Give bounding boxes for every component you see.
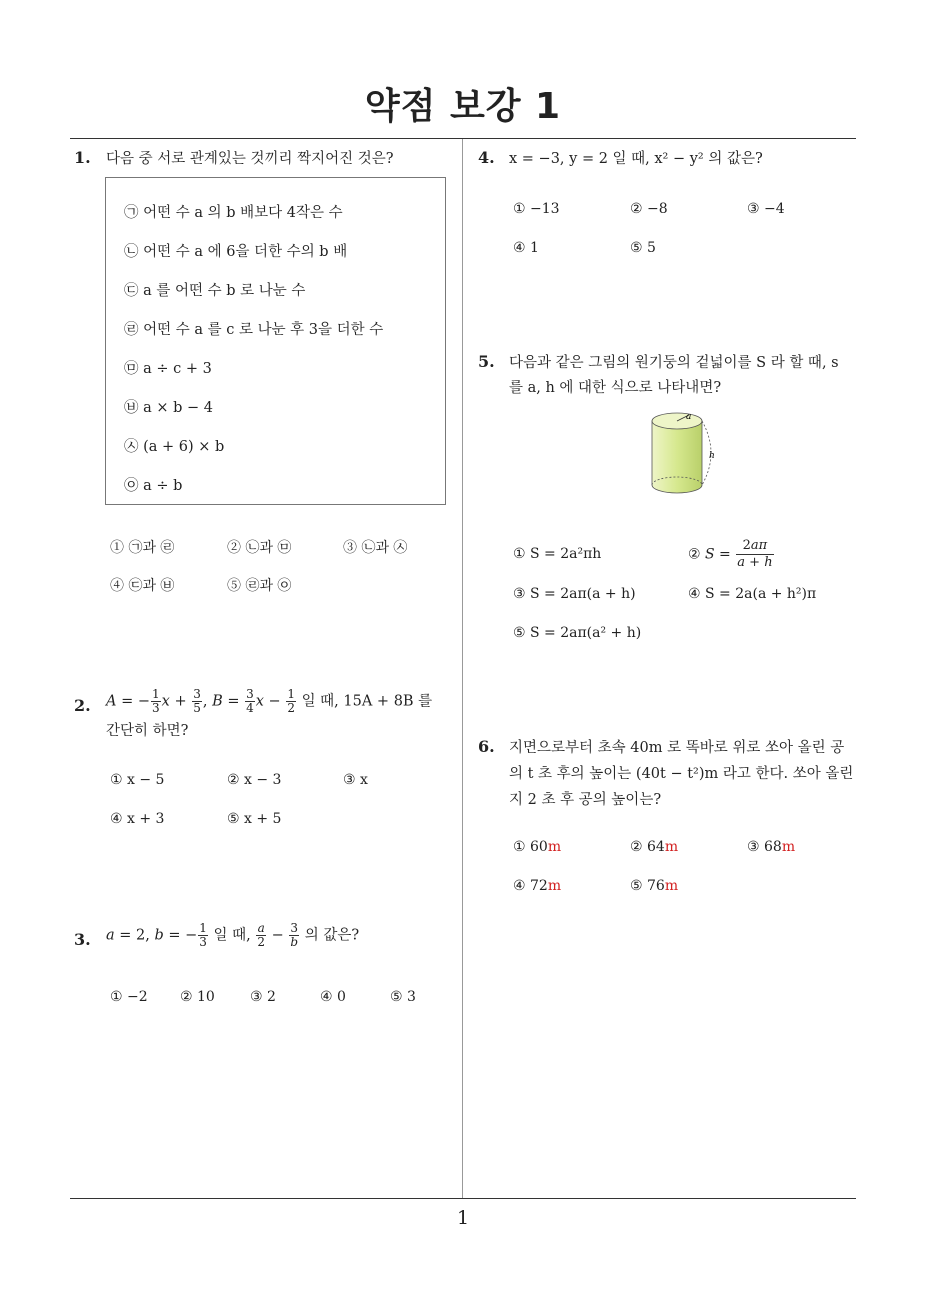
figure-label-h: h [709, 451, 715, 461]
q4-option-2[interactable]: ② −8 [630, 201, 668, 217]
q1-number: 1. [74, 148, 91, 167]
q2-number: 2. [74, 696, 91, 715]
option-value: 76 [647, 878, 665, 894]
option-value: 68 [764, 839, 782, 855]
q3-option-4[interactable]: ④ 0 [320, 989, 346, 1005]
cylinder-figure [640, 405, 730, 505]
q1-option-1[interactable]: ① ㉠과 ㉣ [110, 540, 175, 556]
q2-option-3[interactable]: ③ x [343, 772, 368, 788]
option-unit: m [547, 839, 562, 855]
option-mark: ⑤ [630, 878, 643, 894]
q1-box-item: ㉤ a ÷ c + 3 [124, 361, 212, 377]
q1-text: 다음 중 서로 관계있는 것끼리 짝지어진 것은? [106, 151, 394, 167]
q5-text-line2: 를 a, h 에 대한 식으로 나타내면? [509, 380, 722, 396]
option-value: 72 [530, 878, 548, 894]
option-mark: ① [513, 839, 526, 855]
q6-number: 6. [478, 737, 495, 756]
q3-text-tail: 의 값은? [304, 927, 360, 944]
q3-formula: a = 2, b = − $\frac{1}{3}$ 일 때, $\frac{a}{2}$ − $\frac{3}{b}$ 의 값은? [106, 921, 360, 949]
q3-number: 3. [74, 930, 91, 949]
q4-option-4[interactable]: ④ 1 [513, 240, 539, 256]
q4-option-5[interactable]: ⑤ 5 [630, 240, 656, 256]
q5-option-4[interactable]: ④ S = 2a(a + h²)π [688, 586, 817, 602]
q6-text-line2: 의 t 초 후의 높이는 (40t − t²)m 라고 한다. 쏘아 올린 [509, 766, 854, 782]
q1-box-item: ㉧ a ÷ b [124, 478, 183, 494]
option-value: 60 [530, 839, 548, 855]
q1-option-3[interactable]: ③ ㉡과 ㉦ [343, 540, 408, 556]
q2-option-2[interactable]: ② x − 3 [227, 772, 282, 788]
option-unit: m [781, 839, 796, 855]
page-title: 약점 보강 1 [364, 86, 562, 127]
q2-text-line2: 간단히 하면? [106, 723, 189, 739]
q5-option-1[interactable]: ① S = 2a²πh [513, 546, 602, 562]
q2-option-5[interactable]: ⑤ x + 5 [227, 811, 282, 827]
q1-box-item: ㉢ a 를 어떤 수 b 로 나눈 수 [124, 283, 306, 299]
q6-text-line3: 지 2 초 후 공의 높이는? [509, 792, 662, 808]
q1-option-2[interactable]: ② ㉡과 ㉤ [227, 540, 292, 556]
q2-formula: A = − $\frac{1}{3}$ x + $\frac{3}{5}$ , B = $\frac{3}{4}$ x − $\frac{1}{2}$ 일 때, 15A + 8B 를 [106, 687, 433, 715]
q4-option-1[interactable]: ① −13 [513, 201, 560, 217]
q1-box-item: ㉡ 어떤 수 a 에 6을 더한 수의 b 배 [124, 244, 348, 260]
column-divider [462, 139, 463, 1199]
q1-box-item: ㉥ a × b − 4 [124, 400, 213, 416]
q2-option-1[interactable]: ① x − 5 [110, 772, 165, 788]
q5-text-line1: 다음과 같은 그림의 원기둥의 겉넓이를 S 라 할 때, s [509, 355, 839, 371]
q4-option-3[interactable]: ③ −4 [747, 201, 785, 217]
option-unit: m [664, 878, 679, 894]
q1-option-4[interactable]: ④ ㉢과 ㉥ [110, 578, 175, 594]
q5-option-5[interactable]: ⑤ S = 2aπ(a² + h) [513, 625, 642, 641]
option-mark: ④ [513, 878, 526, 894]
q5-option-3[interactable]: ③ S = 2aπ(a + h) [513, 586, 636, 602]
q1-box-item: ㉠ 어떤 수 a 의 b 배보다 4작은 수 [124, 205, 343, 221]
option-value: 64 [647, 839, 665, 855]
page-number: 1 [456, 1207, 470, 1229]
q6-option-3[interactable] [747, 839, 795, 855]
option-mark: ② [630, 839, 643, 855]
q6-option-2[interactable] [630, 839, 678, 855]
bottom-rule [70, 1198, 856, 1199]
q3-option-2[interactable]: ② 10 [180, 989, 215, 1005]
q4-text: x = −3, y = 2 일 때, x² − y² 의 값은? [509, 151, 763, 167]
q6-option-1[interactable] [513, 839, 561, 855]
q5-number: 5. [478, 352, 495, 371]
q1-box-item: ㉣ 어떤 수 a 를 c 로 나눈 후 3을 더한 수 [124, 322, 384, 338]
q1-option-5[interactable]: ⑤ ㉣과 ㉧ [227, 578, 292, 594]
option-unit: m [664, 839, 679, 855]
q6-text-line1: 지면으로부터 초속 40m 로 똑바로 위로 쏘아 올린 공 [509, 740, 845, 756]
q6-option-5[interactable] [630, 878, 678, 894]
q1-box-item: ㉦ (a + 6) × b [124, 439, 225, 455]
top-rule [70, 138, 856, 139]
q2-option-4[interactable]: ④ x + 3 [110, 811, 165, 827]
q2-text-tail: 일 때, 15A + 8B 를 [301, 693, 433, 710]
q3-option-1[interactable]: ① −2 [110, 989, 148, 1005]
q1-condition-box [105, 177, 446, 505]
option-mark: ③ [747, 839, 760, 855]
figure-label-a: a [686, 412, 692, 422]
q4-number: 4. [478, 148, 495, 167]
option-unit: m [547, 878, 562, 894]
q6-option-4[interactable] [513, 878, 561, 894]
q3-option-5[interactable]: ⑤ 3 [390, 989, 416, 1005]
q3-option-3[interactable]: ③ 2 [250, 989, 276, 1005]
q5-option-2[interactable]: ② S = $\frac{2a\pi}{a + h}$ [688, 538, 773, 570]
